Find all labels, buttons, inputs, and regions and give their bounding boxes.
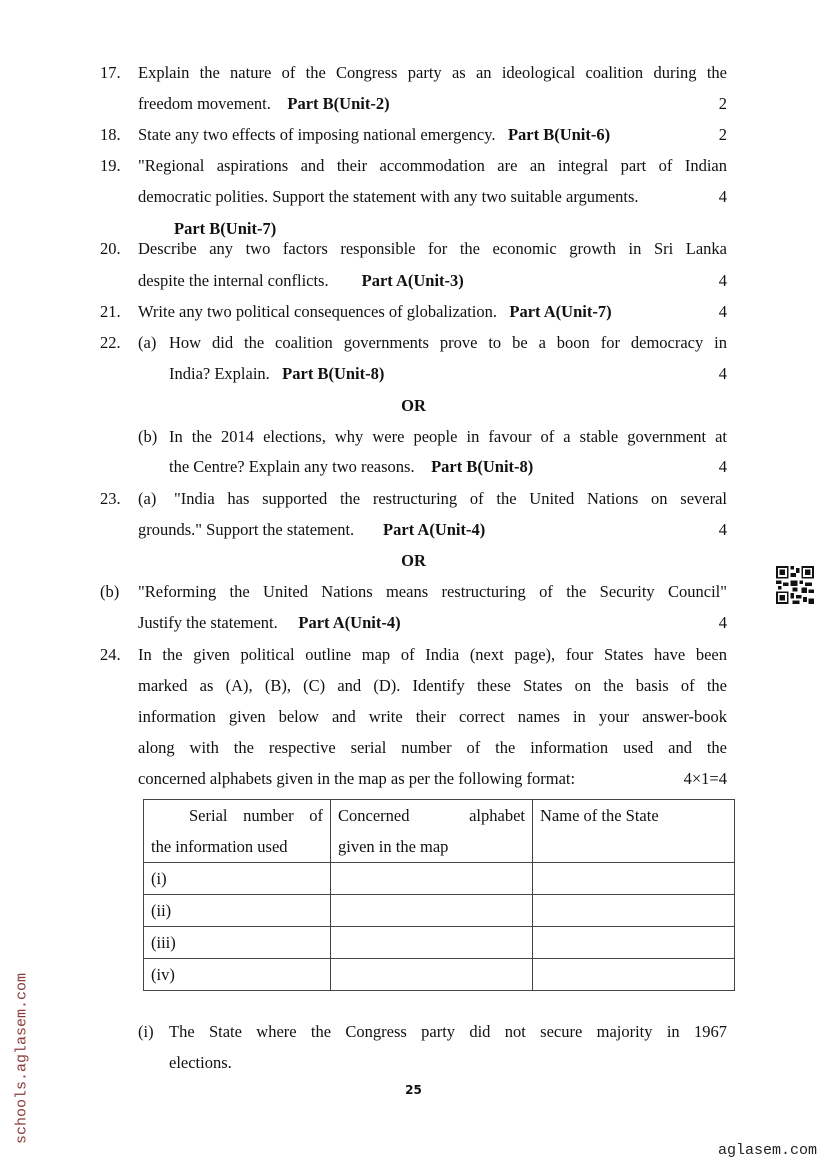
question-text: freedom movement. bbox=[138, 94, 271, 113]
syllabus-reference: Part B(Unit-6) bbox=[507, 125, 611, 144]
syllabus-reference: Part B(Unit-8) bbox=[431, 457, 534, 476]
question-number: 24. bbox=[100, 645, 121, 664]
syllabus-reference: Part A(Unit-7) bbox=[509, 302, 612, 321]
marks: 4 bbox=[718, 364, 727, 383]
syllabus-reference: Part B(Unit-8) bbox=[282, 364, 385, 383]
marks: 4×1=4 bbox=[683, 769, 727, 788]
option-label: (a) bbox=[138, 489, 157, 508]
state-cell bbox=[533, 959, 735, 991]
question-text: marked as (A), (B), (C) and (D). Identify these States on the basis of the bbox=[138, 676, 727, 695]
alphabet-cell bbox=[331, 959, 533, 991]
state-cell bbox=[533, 927, 735, 959]
question-text: In the given political outline map of India (next page), four States have been bbox=[138, 645, 727, 664]
question-text: despite the internal conflicts. bbox=[138, 271, 329, 290]
question-text: "India has supported the restructuring of the United Nations on several bbox=[174, 489, 727, 508]
table-row bbox=[144, 895, 735, 927]
marks: 4 bbox=[718, 457, 727, 476]
table-row bbox=[144, 927, 735, 959]
state-cell bbox=[533, 895, 735, 927]
question-text: "Reforming the United Nations means restructuring of the Security Council" bbox=[138, 582, 727, 601]
option-label: (b) bbox=[100, 582, 120, 601]
marks: 4 bbox=[718, 520, 727, 539]
question-text: India? Explain. bbox=[169, 364, 270, 383]
question-text: concerned alphabets given in the map as per the following format: bbox=[138, 769, 576, 788]
question-text: information given below and write their correct names in your answer-book bbox=[138, 707, 727, 726]
side-watermark: schools.aglasem.com bbox=[13, 972, 31, 1145]
table-row bbox=[144, 959, 735, 991]
marks: 4 bbox=[718, 613, 727, 632]
syllabus-reference: Part A(Unit-4) bbox=[298, 613, 401, 632]
header-concerned-alphabet: Concerned alphabet given in the map bbox=[331, 800, 533, 863]
question-number: 17. bbox=[100, 63, 121, 82]
question-text: Justify the statement. bbox=[138, 613, 278, 632]
marks: 4 bbox=[718, 271, 727, 290]
syllabus-reference: Part B(Unit-2) bbox=[287, 94, 390, 113]
info-label: (i) bbox=[138, 1022, 154, 1041]
question-number: 19. bbox=[100, 156, 121, 175]
table-header-row bbox=[144, 800, 735, 863]
option-label: (b) bbox=[138, 427, 158, 446]
syllabus-reference: Part B(Unit-7) bbox=[174, 219, 277, 238]
header-state-name: Name of the State bbox=[533, 800, 735, 863]
question-number: 20. bbox=[100, 239, 121, 258]
info-text: elections. bbox=[169, 1053, 232, 1072]
question-number: 23. bbox=[100, 489, 121, 508]
qr-code-icon bbox=[776, 566, 814, 604]
info-text: The State where the Congress party did not secure majority in 1967 bbox=[169, 1022, 727, 1041]
serial-cell: (i) bbox=[144, 863, 331, 895]
question-text: State any two effects of imposing national emergency. bbox=[138, 125, 496, 144]
or-separator: OR bbox=[401, 551, 426, 570]
question-text: Describe any two factors responsible for the economic growth in Sri Lanka bbox=[138, 239, 727, 258]
serial-cell: (iii) bbox=[144, 927, 331, 959]
question-number: 21. bbox=[100, 302, 121, 321]
bottom-watermark: aglasem.com bbox=[717, 1142, 817, 1159]
question-text: grounds." Support the statement. bbox=[138, 520, 355, 539]
serial-cell: (iv) bbox=[144, 959, 331, 991]
marks: 4 bbox=[718, 302, 727, 321]
question-text: democratic polities. Support the statement with any two suitable arguments. bbox=[138, 187, 639, 206]
question-text: Explain the nature of the Congress party as an ideological coalition during the bbox=[138, 63, 727, 82]
page-number: 25 bbox=[405, 1083, 422, 1097]
question-text: along with the respective serial number of the information used and the bbox=[138, 738, 727, 757]
alphabet-cell bbox=[331, 927, 533, 959]
question-number: 18. bbox=[100, 125, 121, 144]
syllabus-reference: Part A(Unit-3) bbox=[361, 271, 464, 290]
state-cell bbox=[533, 863, 735, 895]
question-number: 22. bbox=[100, 333, 121, 352]
question-text: How did the coalition governments prove to be a boon for democracy in bbox=[169, 333, 727, 352]
option-label: (a) bbox=[138, 333, 157, 352]
question-text: Write any two political consequences of globalization. bbox=[138, 302, 498, 321]
syllabus-reference: Part A(Unit-4) bbox=[383, 520, 486, 539]
answer-format-table bbox=[143, 799, 735, 991]
marks: 4 bbox=[718, 187, 727, 206]
question-text: the Centre? Explain any two reasons. bbox=[169, 457, 415, 476]
alphabet-cell bbox=[331, 863, 533, 895]
header-serial-number: Serial number of the information used bbox=[144, 800, 331, 863]
table-row bbox=[144, 863, 735, 895]
alphabet-cell bbox=[331, 895, 533, 927]
question-text: In the 2014 elections, why were people in favour of a stable government at bbox=[169, 427, 727, 446]
question-text: "Regional aspirations and their accommodation are an integral part of Indian bbox=[138, 156, 727, 175]
or-separator: OR bbox=[401, 396, 426, 415]
marks: 2 bbox=[718, 94, 727, 113]
serial-cell: (ii) bbox=[144, 895, 331, 927]
marks: 2 bbox=[718, 125, 727, 144]
